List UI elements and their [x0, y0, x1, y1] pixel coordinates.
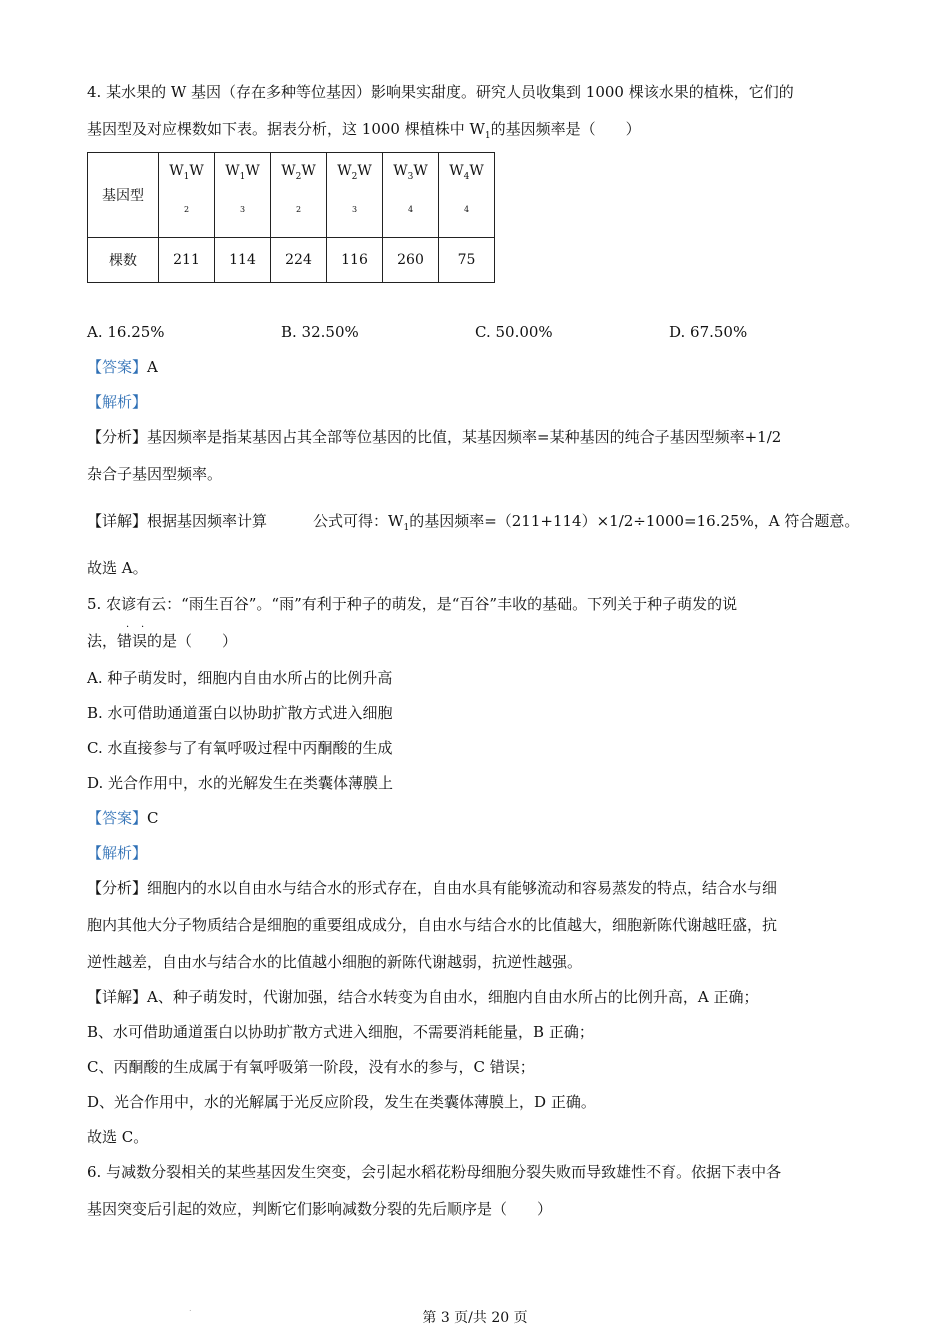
emphasis-dot: · — [141, 622, 145, 633]
q4-option-d: D. 67.50% — [669, 323, 748, 341]
genotype-cell: $W_3W$ 4 — [383, 153, 439, 238]
q6-stem-line2: 基因突变后引起的效应，判断它们影响减数分裂的先后顺序是（ ） — [87, 1200, 553, 1218]
q5-stem-line1: 5. 农谚有云：“雨生百谷”。“雨”有利于种子的萌发，是“百谷”丰收的基础。下列关于种子萌发的说 — [87, 595, 738, 613]
faint-mark: . — [189, 1304, 192, 1313]
count-cell: 114 — [215, 238, 271, 283]
q4-fenxi-line2: 杂合子基因型频率。 — [87, 465, 223, 483]
q4-detail: 【详解】根据基因频率计算 公式可得：$W_1$的基因频率=（211+114）×1/2÷1000=16.25%，A 符合题意。 — [87, 512, 860, 533]
genotype-cell: $W_2W$ 3 — [327, 153, 383, 238]
q5-option-b: B. 水可借助通道蛋白以协助扩散方式进入细胞 — [87, 704, 393, 722]
q5-analysis-tag: 【解析】 — [87, 844, 148, 862]
table-header-genotype: 基因型 — [88, 153, 159, 238]
q5-option-c: C. 水直接参与了有氧呼吸过程中丙酮酸的生成 — [87, 739, 393, 757]
count-cell: 260 — [383, 238, 439, 283]
q5-detail-line1: 【详解】A、种子萌发时，代谢加强，结合水转变为自由水，细胞内自由水所占的比例升高，A 正确； — [87, 988, 759, 1006]
q4-answer: 【答案】A — [87, 358, 158, 376]
page-footer: 第 3 页/共 20 页 — [422, 1310, 528, 1326]
count-cell: 75 — [439, 238, 495, 283]
q5-fenxi-line3: 逆性越差，自由水与结合水的比值越小细胞的新陈代谢越弱，抗逆性越强。 — [87, 953, 583, 971]
q4-stem-line2: 基因型及对应棵数如下表。据表分析，这 1000 棵植株中 $W_1$的基因频率是（ ） — [87, 120, 641, 141]
count-cell: 224 — [271, 238, 327, 283]
q5-fenxi-line1: 【分析】细胞内的水以自由水与结合水的形式存在，自由水具有能够流动和容易蒸发的特点，结合水与细 — [87, 879, 778, 897]
q5-detail-line4: D、光合作用中，水的光解属于光反应阶段，发生在类囊体薄膜上，D 正确。 — [87, 1093, 596, 1111]
q4-conclusion: 故选 A。 — [87, 559, 148, 577]
q4-fenxi-line1: 【分析】基因频率是指某基因占其全部等位基因的比值，某基因频率=某种基因的纯合子基因型频率+1/2 — [87, 428, 782, 446]
emphasis-dot: · — [126, 622, 130, 633]
q5-detail-line3: C、丙酮酸的生成属于有氧呼吸第一阶段，没有水的参与，C 错误； — [87, 1058, 535, 1076]
q5-option-a: A. 种子萌发时，细胞内自由水所占的比例升高 — [87, 669, 393, 687]
table-header-count: 棵数 — [88, 238, 159, 283]
q5-fenxi-line2: 胞内其他大分子物质结合是细胞的重要组成成分，自由水与结合水的比值越大，细胞新陈代谢越旺盛，抗 — [87, 916, 778, 934]
q5-conclusion: 故选 C。 — [87, 1128, 149, 1146]
genotype-cell: $W_1W$ 3 — [215, 153, 271, 238]
count-cell: 116 — [327, 238, 383, 283]
q6-stem-line1: 6. 与减数分裂相关的某些基因发生突变，会引起水稻花粉母细胞分裂失败而导致雄性不育。依据下表中各 — [87, 1163, 782, 1181]
q5-answer: 【答案】C — [87, 809, 159, 827]
genotype-table — [87, 152, 495, 283]
q4-analysis-tag: 【解析】 — [87, 393, 148, 411]
q4-option-a: A. 16.25% — [87, 323, 165, 341]
q4-option-b: B. 32.50% — [281, 323, 359, 341]
q4-stem-line1: 4. 某水果的 W 基因（存在多种等位基因）影响果实甜度。研究人员收集到 1000 棵该水果的植株，它们的 — [87, 83, 794, 101]
genotype-cell: $W_1W$ 2 — [159, 153, 215, 238]
q4-option-c: C. 50.00% — [475, 323, 553, 341]
q5-detail-line2: B、水可借助通道蛋白以协助扩散方式进入细胞，不需要消耗能量，B 正确； — [87, 1023, 594, 1041]
q5-option-d: D. 光合作用中，水的光解发生在类囊体薄膜上 — [87, 774, 394, 792]
count-cell: 211 — [159, 238, 215, 283]
genotype-cell: $W_4W$ 4 — [439, 153, 495, 238]
q5-stem-line2: 法，错误的是（ ） — [87, 632, 238, 650]
genotype-cell: $W_2W$ 2 — [271, 153, 327, 238]
